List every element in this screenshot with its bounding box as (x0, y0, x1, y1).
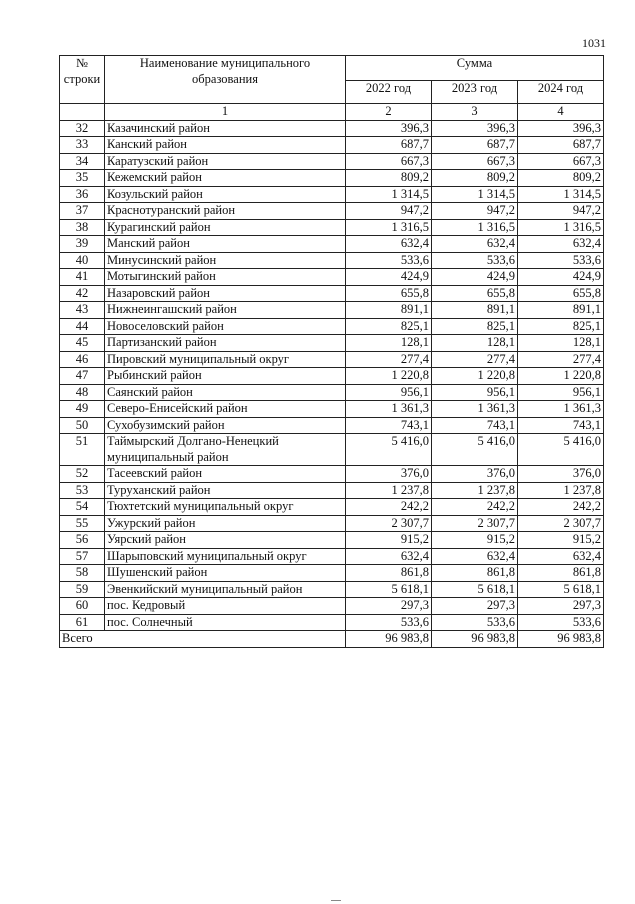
municipality-name-cell: Тюхтетский муниципальный округ (105, 499, 346, 516)
table-row (60, 532, 604, 549)
row-number-cell: 47 (60, 368, 105, 385)
column-number: 3 (432, 104, 518, 121)
municipality-name-cell: Эвенкийский муниципальный район (105, 581, 346, 598)
sum-2023-cell: 2 307,7 (432, 515, 518, 532)
row-number-cell: 37 (60, 203, 105, 220)
sum-2023-cell: 376,0 (432, 466, 518, 483)
sum-2023-cell: 1 237,8 (432, 482, 518, 499)
sum-2022-cell: 655,8 (346, 285, 432, 302)
table-row (60, 203, 604, 220)
table-row (60, 384, 604, 401)
sum-2022-cell: 424,9 (346, 269, 432, 286)
sum-2023-cell: 655,8 (432, 285, 518, 302)
sum-2023-cell: 809,2 (432, 170, 518, 187)
table-row (60, 318, 604, 335)
column-number: 1 (105, 104, 346, 121)
total-2024: 96 983,8 (518, 631, 604, 648)
sum-2024-cell: 956,1 (518, 384, 604, 401)
sum-2022-cell: 5 618,1 (346, 581, 432, 598)
table-row (60, 482, 604, 499)
sum-2022-cell: 891,1 (346, 302, 432, 319)
sum-2024-cell: 632,4 (518, 236, 604, 253)
table-row (60, 466, 604, 483)
sum-2022-cell: 242,2 (346, 499, 432, 516)
sum-2024-cell: 242,2 (518, 499, 604, 516)
row-number-cell: 38 (60, 219, 105, 236)
sum-2022-cell: 5 416,0 (346, 434, 432, 466)
sum-2022-cell: 825,1 (346, 318, 432, 335)
sum-2022-cell: 956,1 (346, 384, 432, 401)
table-row (60, 434, 604, 466)
table-row (60, 598, 604, 615)
table-row (60, 401, 604, 418)
sum-2023-cell: 956,1 (432, 384, 518, 401)
header-row-number: № строки (60, 56, 105, 104)
row-number-cell: 36 (60, 186, 105, 203)
column-number (60, 104, 105, 121)
row-number-cell: 42 (60, 285, 105, 302)
sum-2024-cell: 667,3 (518, 153, 604, 170)
sum-2024-cell: 861,8 (518, 565, 604, 582)
sum-2024-cell: 297,3 (518, 598, 604, 615)
sum-2024-cell: 1 220,8 (518, 368, 604, 385)
row-number-cell: 40 (60, 252, 105, 269)
table-row (60, 219, 604, 236)
table-row (60, 368, 604, 385)
sum-2024-cell: 1 314,5 (518, 186, 604, 203)
sum-2023-cell: 242,2 (432, 499, 518, 516)
sum-2023-cell: 861,8 (432, 565, 518, 582)
table-body (60, 120, 604, 631)
sum-2024-cell: 533,6 (518, 614, 604, 631)
sum-2023-cell: 533,6 (432, 252, 518, 269)
row-number-cell: 49 (60, 401, 105, 418)
sum-2024-cell: 687,7 (518, 137, 604, 154)
header-municipality-name: Наименование муниципального образования (105, 56, 346, 104)
sum-2024-cell: 655,8 (518, 285, 604, 302)
row-number-cell: 41 (60, 269, 105, 286)
total-2022: 96 983,8 (346, 631, 432, 648)
table-row (60, 137, 604, 154)
sum-2024-cell: 396,3 (518, 120, 604, 137)
municipality-name-cell: Шарыповский муниципальный округ (105, 548, 346, 565)
sum-2022-cell: 1 237,8 (346, 482, 432, 499)
municipality-name-cell: Казачинский район (105, 120, 346, 137)
sum-2022-cell: 1 361,3 (346, 401, 432, 418)
sum-2024-cell: 743,1 (518, 417, 604, 434)
table-row (60, 285, 604, 302)
sum-2022-cell: 396,3 (346, 120, 432, 137)
municipality-name-cell: Курагинский район (105, 219, 346, 236)
sum-2022-cell: 1 220,8 (346, 368, 432, 385)
table-row (60, 269, 604, 286)
municipality-name-cell: Тасеевский район (105, 466, 346, 483)
sum-2023-cell: 632,4 (432, 548, 518, 565)
row-number-cell: 56 (60, 532, 105, 549)
sum-2023-cell: 825,1 (432, 318, 518, 335)
municipality-name-cell: Шушенский район (105, 565, 346, 582)
table-row (60, 170, 604, 187)
sum-2023-cell: 1 220,8 (432, 368, 518, 385)
sum-2024-cell: 1 237,8 (518, 482, 604, 499)
municipality-name-cell: Краснотуранский район (105, 203, 346, 220)
table-row (60, 153, 604, 170)
municipality-name-cell: Каратузский район (105, 153, 346, 170)
table-row (60, 417, 604, 434)
sum-2022-cell: 297,3 (346, 598, 432, 615)
municipality-name-cell: Нижнеингашский район (105, 302, 346, 319)
table-row (60, 186, 604, 203)
budget-table (59, 55, 604, 648)
row-number-cell: 46 (60, 351, 105, 368)
row-number-cell: 33 (60, 137, 105, 154)
municipality-name-cell: пос. Солнечный (105, 614, 346, 631)
sum-2023-cell: 915,2 (432, 532, 518, 549)
sum-2024-cell: 533,6 (518, 252, 604, 269)
sum-2024-cell: 2 307,7 (518, 515, 604, 532)
header-year-2024: 2024 год (518, 81, 604, 104)
row-number-cell: 44 (60, 318, 105, 335)
sum-2023-cell: 396,3 (432, 120, 518, 137)
row-number-cell: 59 (60, 581, 105, 598)
municipality-name-cell: пос. Кедровый (105, 598, 346, 615)
table-row (60, 236, 604, 253)
municipality-name-cell: Партизанский район (105, 335, 346, 352)
sum-2024-cell: 947,2 (518, 203, 604, 220)
table-row (60, 565, 604, 582)
municipality-name-cell: Туруханский район (105, 482, 346, 499)
municipality-name-cell: Уярский район (105, 532, 346, 549)
row-number-cell: 39 (60, 236, 105, 253)
table-row (60, 252, 604, 269)
table-row (60, 120, 604, 137)
sum-2022-cell: 533,6 (346, 614, 432, 631)
sum-2024-cell: 891,1 (518, 302, 604, 319)
municipality-name-cell: Кежемский район (105, 170, 346, 187)
total-2023: 96 983,8 (432, 631, 518, 648)
row-number-cell: 61 (60, 614, 105, 631)
row-number-cell: 43 (60, 302, 105, 319)
row-number-cell: 51 (60, 434, 105, 466)
row-number-cell: 58 (60, 565, 105, 582)
sum-2023-cell: 533,6 (432, 614, 518, 631)
municipality-name-cell: Пировский муниципальный округ (105, 351, 346, 368)
sum-2022-cell: 128,1 (346, 335, 432, 352)
row-number-cell: 55 (60, 515, 105, 532)
sum-2024-cell: 915,2 (518, 532, 604, 549)
sum-2022-cell: 533,6 (346, 252, 432, 269)
municipality-name-cell: Сухобузимский район (105, 417, 346, 434)
sum-2024-cell: 128,1 (518, 335, 604, 352)
sum-2024-cell: 5 618,1 (518, 581, 604, 598)
sum-2022-cell: 947,2 (346, 203, 432, 220)
header-year-2022: 2022 год (346, 81, 432, 104)
sum-2023-cell: 687,7 (432, 137, 518, 154)
sum-2023-cell: 5 416,0 (432, 434, 518, 466)
sum-2022-cell: 915,2 (346, 532, 432, 549)
table-row (60, 614, 604, 631)
sum-2022-cell: 376,0 (346, 466, 432, 483)
sum-2022-cell: 2 307,7 (346, 515, 432, 532)
header-year-2023: 2023 год (432, 81, 518, 104)
sum-2024-cell: 376,0 (518, 466, 604, 483)
row-number-cell: 54 (60, 499, 105, 516)
row-number-cell: 34 (60, 153, 105, 170)
footer-mark (331, 900, 341, 901)
row-number-cell: 48 (60, 384, 105, 401)
sum-2024-cell: 424,9 (518, 269, 604, 286)
municipality-name-cell: Назаровский район (105, 285, 346, 302)
sum-2023-cell: 947,2 (432, 203, 518, 220)
table-row (60, 499, 604, 516)
sum-2023-cell: 1 316,5 (432, 219, 518, 236)
row-number-cell: 45 (60, 335, 105, 352)
sum-2022-cell: 667,3 (346, 153, 432, 170)
sum-2023-cell: 297,3 (432, 598, 518, 615)
table-row (60, 515, 604, 532)
municipality-name-cell: Северо-Енисейский район (105, 401, 346, 418)
table-row (60, 302, 604, 319)
municipality-name-cell: Козульский район (105, 186, 346, 203)
row-number-cell: 53 (60, 482, 105, 499)
table-row (60, 548, 604, 565)
row-number-cell: 50 (60, 417, 105, 434)
sum-2023-cell: 1 361,3 (432, 401, 518, 418)
sum-2022-cell: 861,8 (346, 565, 432, 582)
sum-2022-cell: 632,4 (346, 548, 432, 565)
sum-2023-cell: 1 314,5 (432, 186, 518, 203)
row-number-cell: 35 (60, 170, 105, 187)
municipality-name-cell: Канский район (105, 137, 346, 154)
sum-2024-cell: 1 361,3 (518, 401, 604, 418)
sum-2024-cell: 632,4 (518, 548, 604, 565)
column-number: 4 (518, 104, 604, 121)
sum-2024-cell: 809,2 (518, 170, 604, 187)
sum-2024-cell: 825,1 (518, 318, 604, 335)
table-row (60, 581, 604, 598)
sum-2022-cell: 1 314,5 (346, 186, 432, 203)
sum-2023-cell: 5 618,1 (432, 581, 518, 598)
municipality-name-cell: Новоселовский район (105, 318, 346, 335)
sum-2022-cell: 687,7 (346, 137, 432, 154)
row-number-cell: 60 (60, 598, 105, 615)
sum-2023-cell: 891,1 (432, 302, 518, 319)
total-row (60, 631, 604, 648)
municipality-name-cell: Саянский район (105, 384, 346, 401)
row-number-cell: 57 (60, 548, 105, 565)
sum-2022-cell: 809,2 (346, 170, 432, 187)
municipality-name-cell: Ужурский район (105, 515, 346, 532)
page-number: 1031 (582, 36, 606, 50)
municipality-name-cell: Минусинский район (105, 252, 346, 269)
sum-2023-cell: 743,1 (432, 417, 518, 434)
municipality-name-cell: Рыбинский район (105, 368, 346, 385)
sum-2022-cell: 743,1 (346, 417, 432, 434)
column-number: 2 (346, 104, 432, 121)
municipality-name-cell: Мотыгинский район (105, 269, 346, 286)
table-row (60, 351, 604, 368)
sum-2023-cell: 667,3 (432, 153, 518, 170)
sum-2023-cell: 277,4 (432, 351, 518, 368)
sum-2022-cell: 277,4 (346, 351, 432, 368)
row-number-cell: 52 (60, 466, 105, 483)
row-number-cell: 32 (60, 120, 105, 137)
sum-2023-cell: 632,4 (432, 236, 518, 253)
sum-2024-cell: 5 416,0 (518, 434, 604, 466)
sum-2023-cell: 128,1 (432, 335, 518, 352)
sum-2022-cell: 1 316,5 (346, 219, 432, 236)
sum-2023-cell: 424,9 (432, 269, 518, 286)
header-sum: Сумма (346, 56, 604, 81)
total-label: Всего (60, 631, 346, 648)
municipality-name-cell: Таймырский Долгано-Ненецкий муниципальный район (105, 434, 346, 466)
table-row (60, 335, 604, 352)
sum-2022-cell: 632,4 (346, 236, 432, 253)
municipality-name-cell: Манский район (105, 236, 346, 253)
sum-2024-cell: 1 316,5 (518, 219, 604, 236)
sum-2024-cell: 277,4 (518, 351, 604, 368)
